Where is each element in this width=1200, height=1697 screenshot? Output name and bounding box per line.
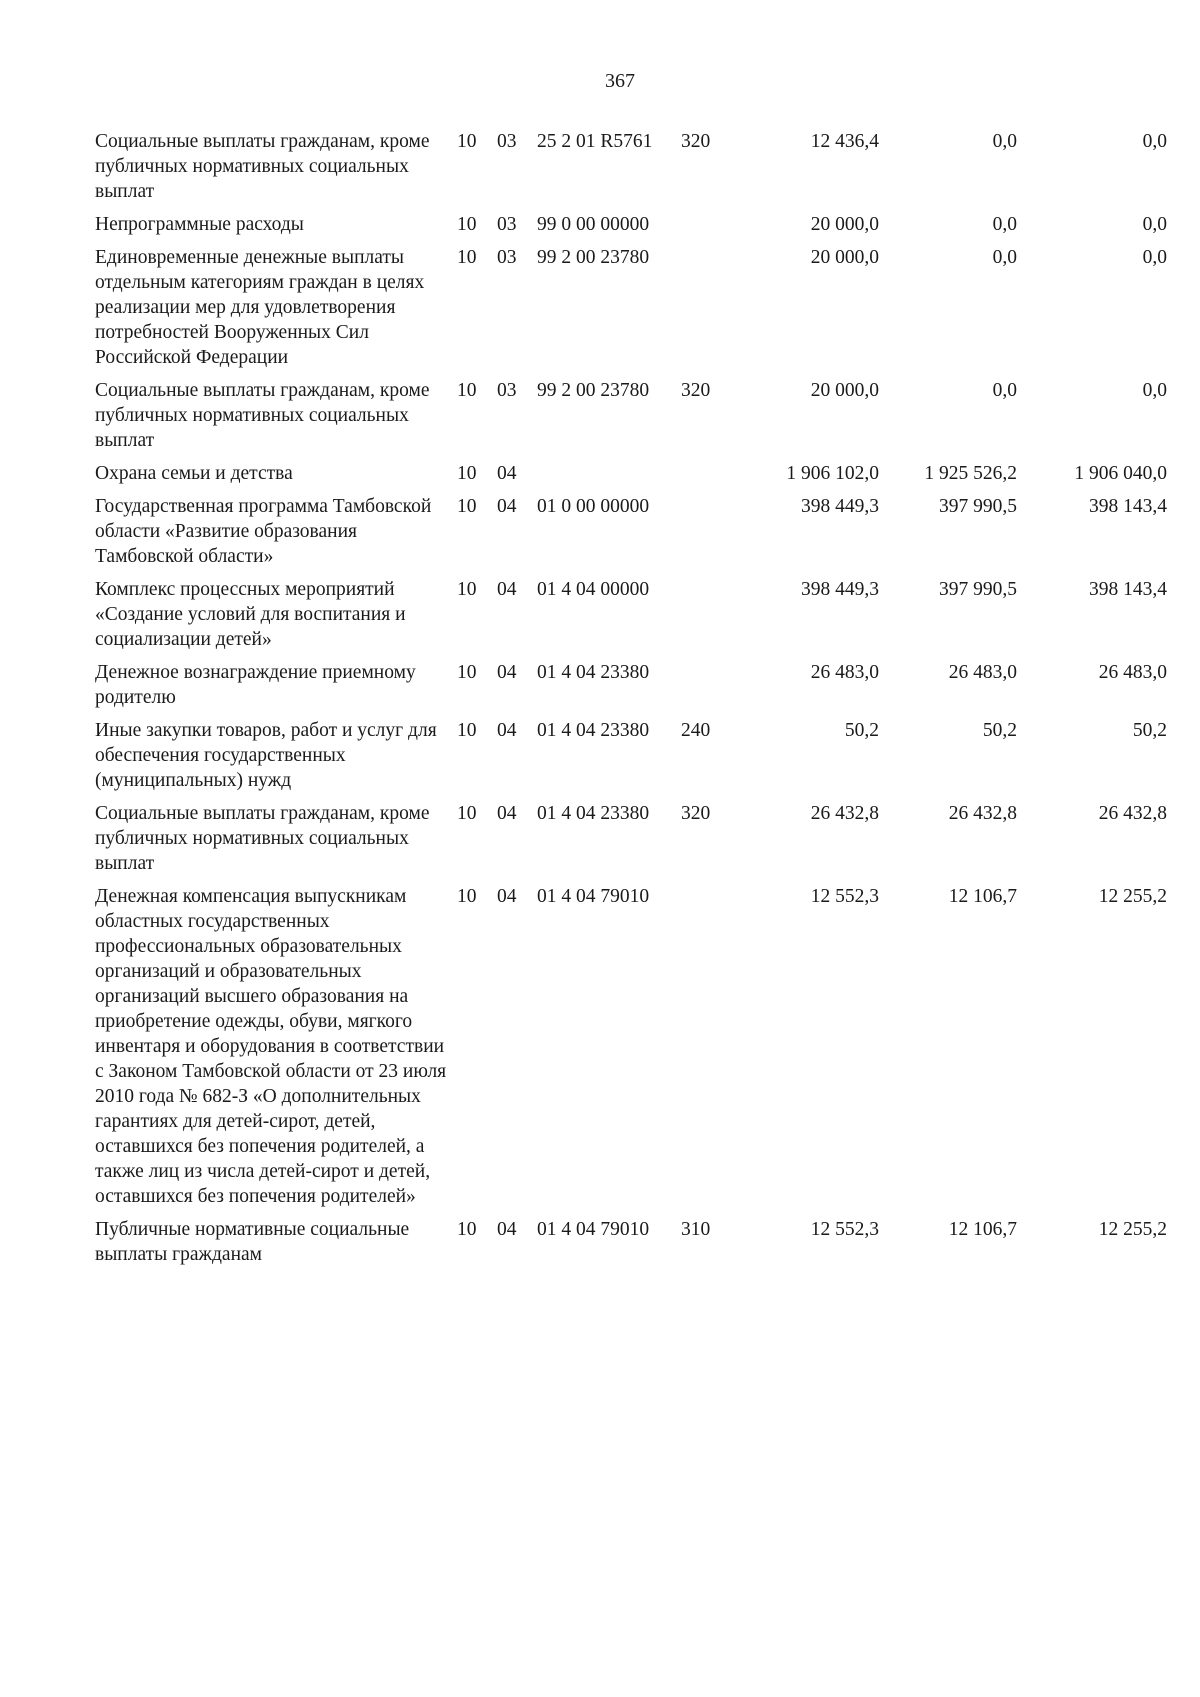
table-row — [95, 884, 1167, 1217]
row-subsection: 04 — [497, 1219, 517, 1240]
row-amount-year2: 12 106,7 — [948, 1219, 1017, 1240]
row-subsection: 04 — [497, 496, 517, 517]
row-amount-year1: 20 000,0 — [810, 247, 879, 268]
row-name: Социальные выплаты гражданам, кроме публичных нормативных социальных выплат — [95, 803, 430, 874]
row-target-article: 01 4 04 79010 — [537, 886, 650, 907]
table-row — [95, 461, 1167, 494]
row-amount-year3: 0,0 — [1142, 247, 1167, 268]
row-subsection: 04 — [497, 720, 517, 741]
table-row — [95, 378, 1167, 461]
row-amount-year2: 0,0 — [992, 214, 1017, 235]
row-amount-year2: 0,0 — [992, 247, 1017, 268]
row-target-article: 01 4 04 79010 — [537, 1219, 650, 1240]
page-number: 367 — [605, 70, 635, 92]
row-subsection: 03 — [497, 214, 517, 235]
row-amount-year2: 26 483,0 — [948, 662, 1017, 683]
row-name: Единовременные денежные выплаты отдельным категориям граждан в целях реализации мер для удовлетворения потребностей Вооруженных Сил Российской Федерации — [95, 247, 425, 368]
row-amount-year2: 0,0 — [992, 380, 1017, 401]
row-amount-year2: 26 432,8 — [948, 803, 1017, 824]
row-target-article: 01 4 04 23380 — [537, 720, 650, 741]
row-target-article: 99 2 00 23780 — [537, 380, 650, 401]
row-section: 10 — [457, 247, 477, 268]
row-name: Публичные нормативные социальные выплаты гражданам — [95, 1219, 410, 1265]
row-subsection: 04 — [497, 463, 517, 484]
row-amount-year3: 398 143,4 — [1089, 579, 1167, 600]
row-name: Социальные выплаты гражданам, кроме публичных нормативных социальных выплат — [95, 131, 430, 202]
row-amount-year1: 1 906 102,0 — [786, 463, 879, 484]
row-subsection: 04 — [497, 579, 517, 600]
row-amount-year1: 398 449,3 — [801, 496, 879, 517]
row-expense-type: 320 — [681, 131, 711, 152]
row-amount-year2: 397 990,5 — [939, 496, 1017, 517]
row-target-article: 01 0 00 00000 — [537, 496, 650, 517]
row-amount-year3: 1 906 040,0 — [1074, 463, 1167, 484]
row-subsection: 03 — [497, 380, 517, 401]
row-amount-year1: 26 483,0 — [810, 662, 879, 683]
row-section: 10 — [457, 803, 477, 824]
row-amount-year3: 26 432,8 — [1098, 803, 1167, 824]
row-subsection: 03 — [497, 131, 517, 152]
row-expense-type — [681, 212, 731, 245]
table-row — [95, 801, 1167, 884]
row-section: 10 — [457, 131, 477, 152]
row-name: Охрана семьи и детства — [95, 463, 293, 484]
row-section: 10 — [457, 662, 477, 683]
row-name: Государственная программа Тамбовской области «Развитие образования Тамбовской области» — [95, 496, 432, 567]
row-subsection: 03 — [497, 247, 517, 268]
row-amount-year1: 26 432,8 — [810, 803, 879, 824]
row-amount-year3: 12 255,2 — [1098, 886, 1167, 907]
table-row — [95, 245, 1167, 378]
row-amount-year1: 20 000,0 — [810, 380, 879, 401]
row-section: 10 — [457, 496, 477, 517]
row-section: 10 — [457, 579, 477, 600]
table-row — [95, 718, 1167, 801]
row-amount-year3: 398 143,4 — [1089, 496, 1167, 517]
row-expense-type — [681, 577, 731, 660]
row-expense-type — [681, 660, 731, 718]
table-row — [95, 494, 1167, 577]
row-expense-type: 310 — [681, 1219, 711, 1240]
row-amount-year1: 398 449,3 — [801, 579, 879, 600]
table-row — [95, 1217, 1167, 1275]
row-amount-year2: 12 106,7 — [948, 886, 1017, 907]
row-target-article: 01 4 04 23380 — [537, 662, 650, 683]
row-section: 10 — [457, 886, 477, 907]
row-subsection: 04 — [497, 803, 517, 824]
row-expense-type — [681, 884, 731, 1217]
row-name: Денежная компенсация выпускникам областных государственных профессиональных образовательных организаций и образовательных организаций высшего образования на приобретение одежды, обуви, мягкого инвентаря и оборудования в соответствии с Законом Тамбовской области от 23 июля 2010 года № 682-З «О дополнительных гарантиях для детей-сирот, детей, оставшихся без попечения родителей, а также лиц из числа детей-сирот и детей, оставшихся без попечения родителей» — [95, 886, 447, 1207]
row-expense-type — [681, 245, 731, 378]
row-expense-type — [681, 494, 731, 577]
row-name: Социальные выплаты гражданам, кроме публичных нормативных социальных выплат — [95, 380, 430, 451]
row-target-article: 99 2 00 23780 — [537, 247, 650, 268]
row-amount-year1: 12 436,4 — [810, 131, 879, 152]
row-amount-year3: 12 255,2 — [1098, 1219, 1167, 1240]
table-row — [95, 660, 1167, 718]
row-amount-year3: 0,0 — [1142, 380, 1167, 401]
row-amount-year2: 397 990,5 — [939, 579, 1017, 600]
row-amount-year2: 1 925 526,2 — [924, 463, 1017, 484]
row-amount-year1: 20 000,0 — [810, 214, 879, 235]
table-row — [95, 577, 1167, 660]
table-row — [95, 129, 1167, 212]
row-amount-year3: 26 483,0 — [1098, 662, 1167, 683]
row-section: 10 — [457, 214, 477, 235]
row-name: Денежное вознаграждение приемному родителю — [95, 662, 416, 708]
row-section: 10 — [457, 720, 477, 741]
row-amount-year3: 50,2 — [1132, 720, 1167, 741]
budget-table — [95, 129, 1167, 1275]
row-target-article: 01 4 04 23380 — [537, 803, 650, 824]
row-amount-year1: 12 552,3 — [810, 886, 879, 907]
row-section: 10 — [457, 380, 477, 401]
row-amount-year3: 0,0 — [1142, 214, 1167, 235]
row-amount-year1: 12 552,3 — [810, 1219, 879, 1240]
row-name: Непрограммные расходы — [95, 214, 304, 235]
row-amount-year1: 50,2 — [844, 720, 879, 741]
row-name: Комплекс процессных мероприятий «Создание условий для воспитания и социализации детей» — [95, 579, 406, 650]
row-section: 10 — [457, 463, 477, 484]
row-target-article: 99 0 00 00000 — [537, 214, 650, 235]
row-section: 10 — [457, 1219, 477, 1240]
row-expense-type: 320 — [681, 803, 711, 824]
row-subsection: 04 — [497, 662, 517, 683]
row-subsection: 04 — [497, 886, 517, 907]
row-expense-type — [681, 461, 731, 494]
table-row — [95, 212, 1167, 245]
row-amount-year2: 50,2 — [982, 720, 1017, 741]
row-target-article: 01 4 04 00000 — [537, 579, 650, 600]
row-expense-type: 240 — [681, 720, 711, 741]
row-amount-year3: 0,0 — [1142, 131, 1167, 152]
row-target-article — [537, 461, 681, 494]
row-amount-year2: 0,0 — [992, 131, 1017, 152]
row-name: Иные закупки товаров, работ и услуг для обеспечения государственных (муниципальных) нужд — [95, 720, 437, 791]
row-target-article: 25 2 01 R5761 — [537, 131, 653, 152]
row-expense-type: 320 — [681, 380, 711, 401]
